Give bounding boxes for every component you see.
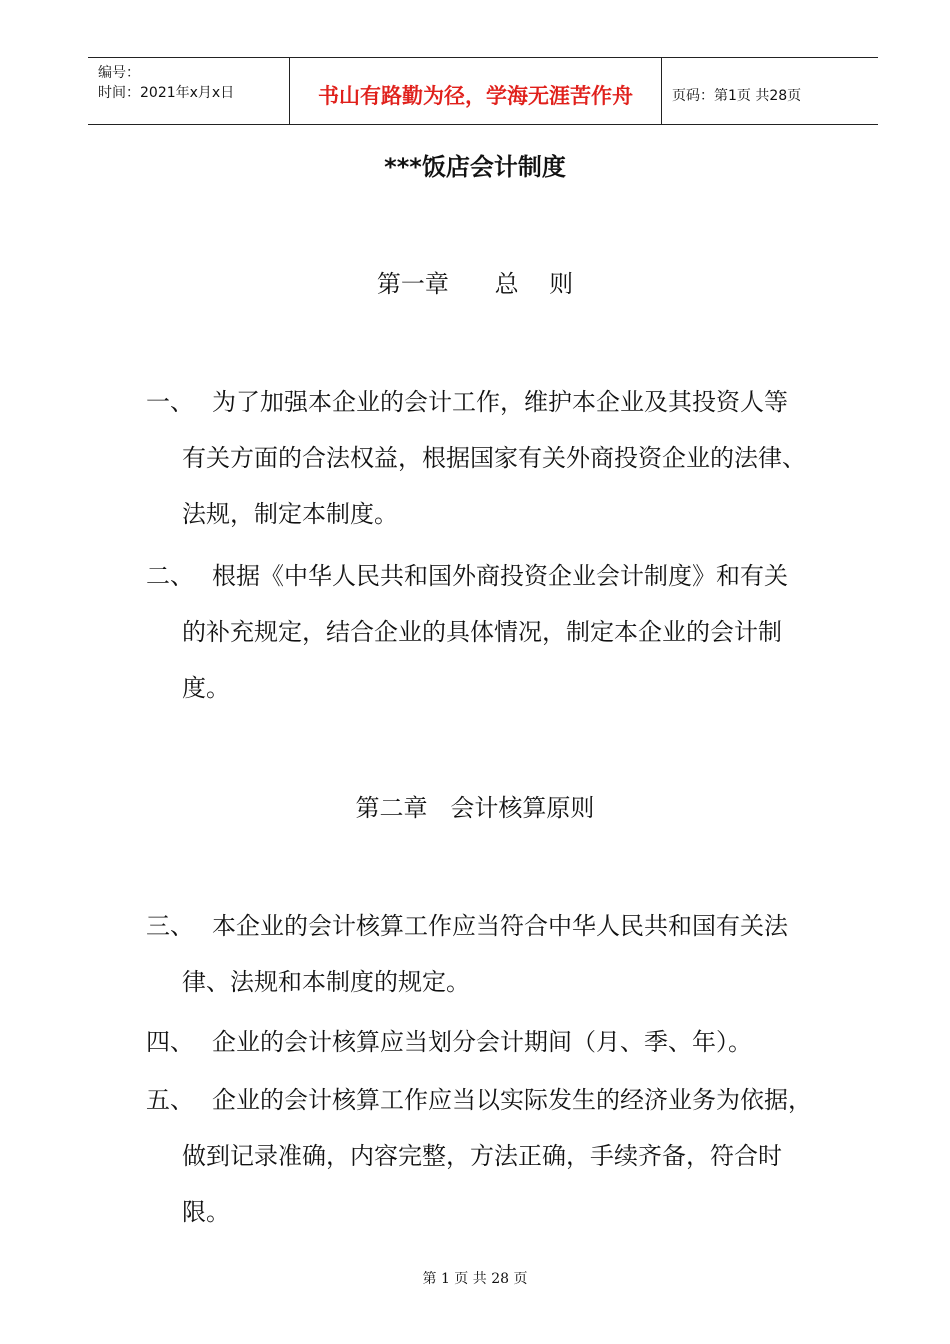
article-line: 根据《中华人民共和国外商投资企业会计制度》和有关: [212, 562, 788, 590]
serial-label: 编号：: [98, 65, 140, 81]
article-line: 本企业的会计核算工作应当符合中华人民共和国有关法: [212, 912, 788, 940]
article-line: 度。: [182, 674, 230, 702]
document-header: [88, 57, 878, 125]
document-title: ***饭店会计制度: [384, 153, 566, 181]
article-line: 为了加强本企业的会计工作，维护本企业及其投资人等: [212, 388, 788, 416]
chapter-heading: 第二章 会计核算原则: [355, 794, 595, 822]
article-line: 企业的会计核算应当划分会计期间（月、季、年）。: [212, 1028, 752, 1056]
time-label: 时间：2021年x月x日: [98, 85, 235, 101]
article-line: 的补充规定，结合企业的具体情况，制定本企业的会计制: [182, 618, 782, 646]
article-line: 有关方面的合法权益，根据国家有关外商投资企业的法律、: [182, 444, 806, 472]
motto: 书山有路勤为径，学海无涯苦作舟: [318, 84, 633, 108]
article-number: 一、: [146, 388, 194, 416]
article-number: 三、: [146, 912, 194, 940]
article-line: 限。: [182, 1198, 230, 1226]
article-line: 法规，制定本制度。: [182, 500, 398, 528]
header-meta-cell: [88, 58, 290, 124]
page-footer: 第 1 页 共 28 页: [422, 1271, 528, 1287]
article-number: 四、: [146, 1028, 194, 1056]
page-info: 页码：第1页 共28页: [672, 88, 802, 104]
article-line: 做到记录准确，内容完整，方法正确，手续齐备，符合时: [182, 1142, 782, 1170]
header-page-cell: [662, 58, 878, 124]
article-number: 二、: [146, 562, 194, 590]
article-number: 五、: [146, 1086, 194, 1114]
header-motto-cell: [290, 58, 662, 124]
chapter-heading: 第一章 总 则: [376, 270, 574, 298]
article-line: 律、法规和本制度的规定。: [182, 968, 470, 996]
article-line: 企业的会计核算工作应当以实际发生的经济业务为依据，: [212, 1086, 812, 1114]
